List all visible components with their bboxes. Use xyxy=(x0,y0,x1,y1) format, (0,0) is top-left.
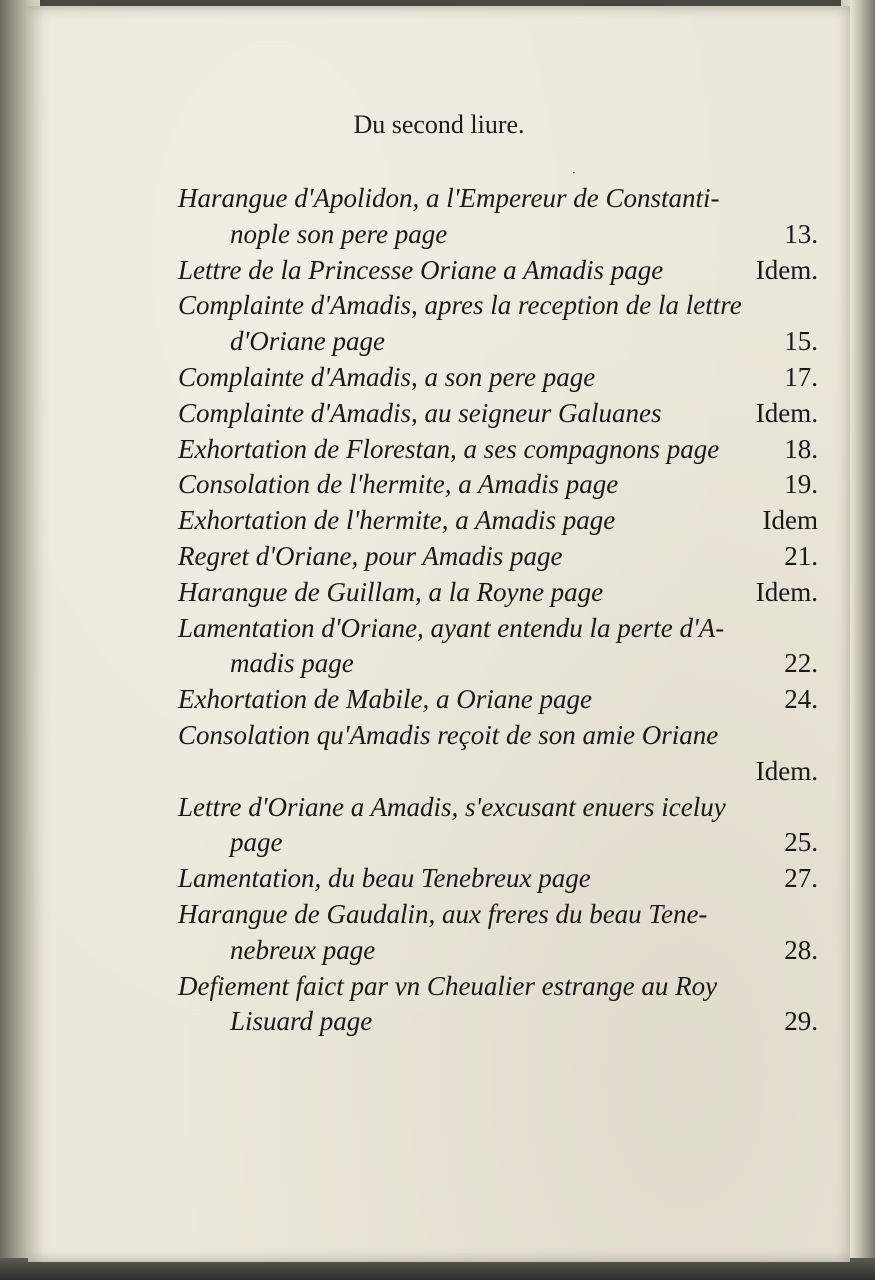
ornament-mark: · xyxy=(572,166,576,180)
toc-entry-title xyxy=(178,611,818,647)
toc-entry xyxy=(178,897,818,969)
toc-entry-title xyxy=(178,718,818,754)
toc-entry-continuation xyxy=(178,646,818,682)
toc-entry-continuation xyxy=(178,217,818,253)
toc-entry-text: Lamentation d'Oriane, ayant entendu la perte d'A- xyxy=(178,612,725,643)
toc-entry-text: d'Oriane page xyxy=(230,326,385,357)
toc-entry-text: Harangue de Guillam, a la Royne page xyxy=(178,576,604,607)
toc-entry-title xyxy=(178,682,818,718)
toc-entry-text: Complainte d'Amadis, a son pere page xyxy=(178,361,596,392)
toc-entry-continuation xyxy=(178,933,818,969)
toc-entry xyxy=(178,611,818,683)
page-title: Du second liure. xyxy=(353,110,525,139)
toc-entry-text: Lettre d'Oriane a Amadis, s'excusant enuers iceluy xyxy=(178,791,726,822)
toc-entry-text: Defiement faict par vn Cheualier estrange au Roy xyxy=(178,970,718,1001)
toc-entry-text: Exhortation de Florestan, a ses compagnons page xyxy=(178,433,720,464)
toc-entry-text: Complainte d'Amadis, apres la reception de la lettre xyxy=(178,290,742,321)
toc-entry-page: 15. xyxy=(784,326,818,357)
toc-entry xyxy=(178,575,818,611)
book-page xyxy=(28,6,850,1262)
toc-entry-page: 22. xyxy=(784,648,818,679)
toc-entry-text: Regret d'Oriane, pour Amadis page xyxy=(178,540,563,571)
toc-entry-page: 28. xyxy=(784,934,818,965)
toc-entry-page: Idem xyxy=(762,505,818,536)
toc-entry-page: Idem. xyxy=(755,397,818,428)
toc-entry xyxy=(178,467,818,503)
toc-entry-page: Idem. xyxy=(755,254,818,285)
toc-entry-page: 18. xyxy=(784,433,818,464)
toc-entry xyxy=(178,396,818,432)
toc-entry-text: Consolation de l'hermite, a Amadis page xyxy=(178,469,619,500)
toc-entry-text: Harangue de Gaudalin, aux freres du beau Tene- xyxy=(178,898,708,929)
toc-entry xyxy=(178,861,818,897)
toc-entry-title xyxy=(178,503,818,539)
toc-entry-title xyxy=(178,432,818,468)
toc-entry xyxy=(178,288,818,360)
toc-entry-page: 13. xyxy=(784,218,818,249)
toc-entry-page: 19. xyxy=(784,469,818,500)
toc-entry-text: nebreux page xyxy=(230,934,376,965)
toc-entry-page: 24. xyxy=(784,684,818,715)
toc-entry-text: nople son pere page xyxy=(230,218,448,249)
toc-entry-continuation xyxy=(178,324,818,360)
toc-entry-page: 21. xyxy=(784,540,818,571)
toc-entry xyxy=(178,790,818,862)
toc-entry-text: Lisuard page xyxy=(230,1006,373,1037)
toc-entry xyxy=(178,539,818,575)
toc-entry-text: Exhortation de Mabile, a Oriane page xyxy=(178,684,592,715)
toc-entry xyxy=(178,432,818,468)
table-of-contents xyxy=(178,181,818,1040)
toc-entry xyxy=(178,253,818,289)
toc-entry-text: Lettre de la Princesse Oriane a Amadis page xyxy=(178,254,664,285)
toc-entry-title xyxy=(178,790,818,826)
toc-entry-title xyxy=(178,181,818,217)
toc-entry-title xyxy=(178,861,818,897)
toc-entry xyxy=(178,969,818,1041)
toc-entry-page: 29. xyxy=(784,1006,818,1037)
toc-entry-text: madis page xyxy=(230,648,354,679)
toc-entry-continuation xyxy=(178,754,818,790)
toc-entry-page: Idem. xyxy=(755,576,818,607)
toc-entry xyxy=(178,682,818,718)
toc-entry-continuation xyxy=(178,1004,818,1040)
toc-entry-page: 27. xyxy=(784,863,818,894)
toc-entry xyxy=(178,181,818,253)
toc-entry-text: Complainte d'Amadis, au seigneur Galuanes xyxy=(178,397,662,428)
toc-entry-text: Exhortation de l'hermite, a Amadis page xyxy=(178,505,616,536)
toc-entry-page: Idem. xyxy=(755,755,818,786)
toc-entry-title xyxy=(178,575,818,611)
toc-entry-title xyxy=(178,396,818,432)
toc-entry-text: Lamentation, du beau Tenebreux page xyxy=(178,863,591,894)
toc-entry-text: Harangue d'Apolidon, a l'Empereur de Constanti- xyxy=(178,183,720,213)
toc-entry-continuation xyxy=(178,825,818,861)
toc-entry-title xyxy=(178,288,818,324)
toc-entry xyxy=(178,360,818,396)
toc-entry xyxy=(178,718,818,790)
toc-entry-page: 25. xyxy=(784,827,818,858)
toc-entry-title xyxy=(178,467,818,503)
toc-entry-text: page xyxy=(230,827,283,858)
toc-entry-text: Consolation qu'Amadis reçoit de son amie Oriane xyxy=(178,719,719,750)
toc-entry-title xyxy=(178,360,818,396)
toc-entry-title xyxy=(178,969,818,1005)
toc-entry-title xyxy=(178,897,818,933)
toc-entry-title xyxy=(178,539,818,575)
toc-entry-title xyxy=(178,253,818,289)
toc-entry xyxy=(178,503,818,539)
toc-entry-page: 17. xyxy=(784,361,818,392)
